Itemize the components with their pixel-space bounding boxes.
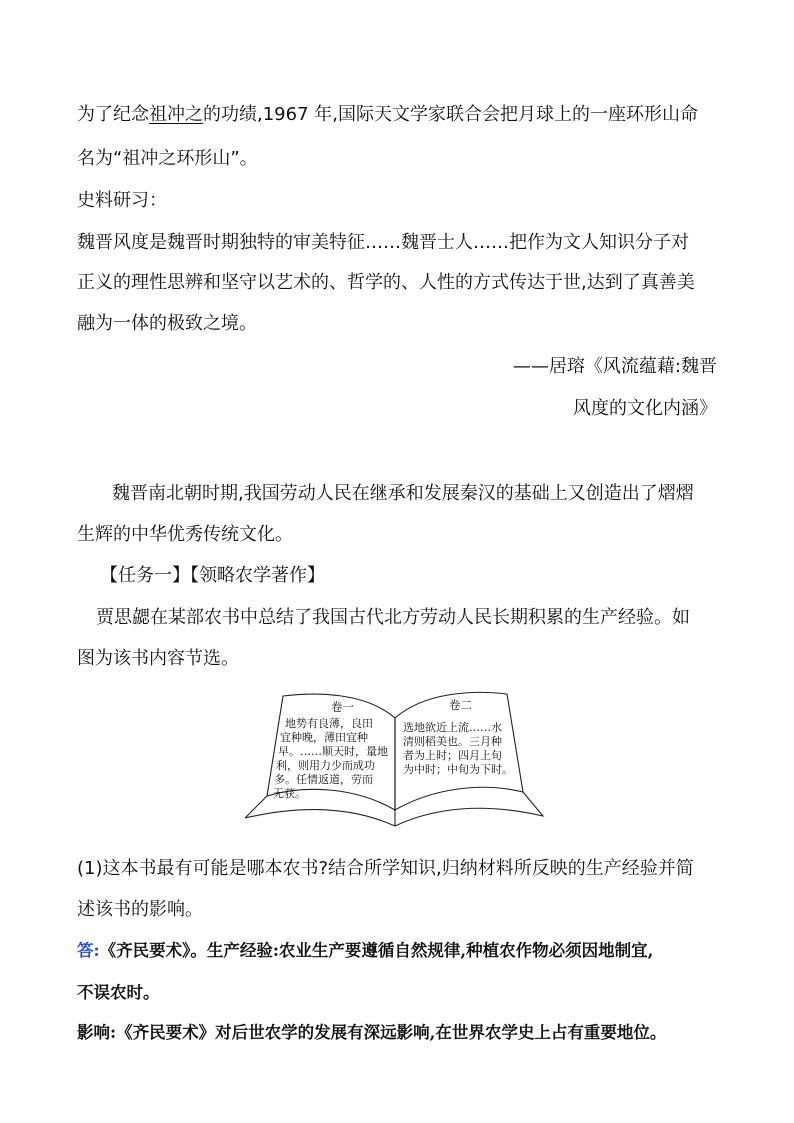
answer-label: 答: <box>77 941 100 960</box>
book-left-line: 多。任情返道，劳而 <box>274 773 373 786</box>
para1-name-underlined: 祖冲之 <box>149 104 203 125</box>
intro-line2: 生辉的中华优秀传统文化。 <box>77 524 293 545</box>
task-desc-line2: 图为该书内容节选。 <box>77 648 239 669</box>
book-left-text <box>273 716 388 800</box>
para1-line2: 名为“祖冲之环形山”。 <box>77 148 258 169</box>
book-right-text <box>403 720 513 776</box>
study-title: 史料研习： <box>77 190 167 211</box>
intro-line1: 魏晋南北朝时期,我国劳动人民在继承和发展秦汉的基础上又创造出了熠熠 <box>112 483 694 504</box>
book-right-line: 清则稻美也。三月种 <box>403 735 502 748</box>
quote-source2: 风度的文化内涵》 <box>573 398 717 419</box>
book-cover-left <box>245 796 395 826</box>
book-right-line: 为中时；中旬为下时。 <box>403 763 513 776</box>
quote-line2: 正义的理性思辨和坚守以艺术的、哲学的、人性的方式传达于世,达到了真善美 <box>77 272 695 293</box>
book-left-line: 早。……顺天时，量地 <box>278 745 388 758</box>
book-right-line: 者为上时；四月上旬 <box>403 749 502 762</box>
book-cover-right <box>395 792 543 826</box>
book-left-line: 无获。 <box>273 787 306 800</box>
task-desc-line1: 贾思勰在某部农书中总结了我国古代北方劳动人民长期积累的生产经验。如 <box>96 607 690 628</box>
quote-line1: 魏晋风度是魏晋时期独特的审美特征……魏晋士人……把作为文人知识分子对 <box>77 232 689 253</box>
answer-line1 <box>77 940 727 962</box>
task-heading: 【任务一】【领略农学著作】 <box>100 565 325 586</box>
answer-line3: 影响:《齐民要术》对后世农学的发展有深远影响,在世界农学史上占有重要地位。 <box>77 1023 667 1042</box>
quote-source1: ——居瑢《风流蕴藉:魏晋 <box>512 356 717 377</box>
answer-text-1: 《齐民要术》。生产经验:农业生产要遵循自然规律,种植农作物必须因地制宜, <box>99 941 654 960</box>
book-right-title: 卷二 <box>449 698 472 712</box>
para1-text-a: 为了纪念 <box>77 104 149 125</box>
book-left-line: 宜种晚，薄田宜种 <box>280 731 368 744</box>
quote-line3: 融为一体的极致之境。 <box>77 313 257 334</box>
answer-line2: 不误农时。 <box>77 983 160 1002</box>
question-line1: (1)这本书最有可能是哪本农书?结合所学知识,归纳材料所反映的生产经验并简 <box>77 858 694 879</box>
para1-line1 <box>77 104 727 126</box>
book-left-title: 卷一 <box>331 700 354 714</box>
book-left-line: 地势有良薄，良田 <box>285 717 373 730</box>
question-line2: 述该书的影响。 <box>77 899 203 920</box>
book-left-line: 利，则用力少而成功 <box>276 759 375 772</box>
open-book-illustration <box>245 688 545 830</box>
book-right-line: 选地欲近上流……水 <box>403 721 502 734</box>
para1-text-b: 的功绩,1967 年,国际天文学家联合会把月球上的一座环形山命 <box>203 104 698 125</box>
